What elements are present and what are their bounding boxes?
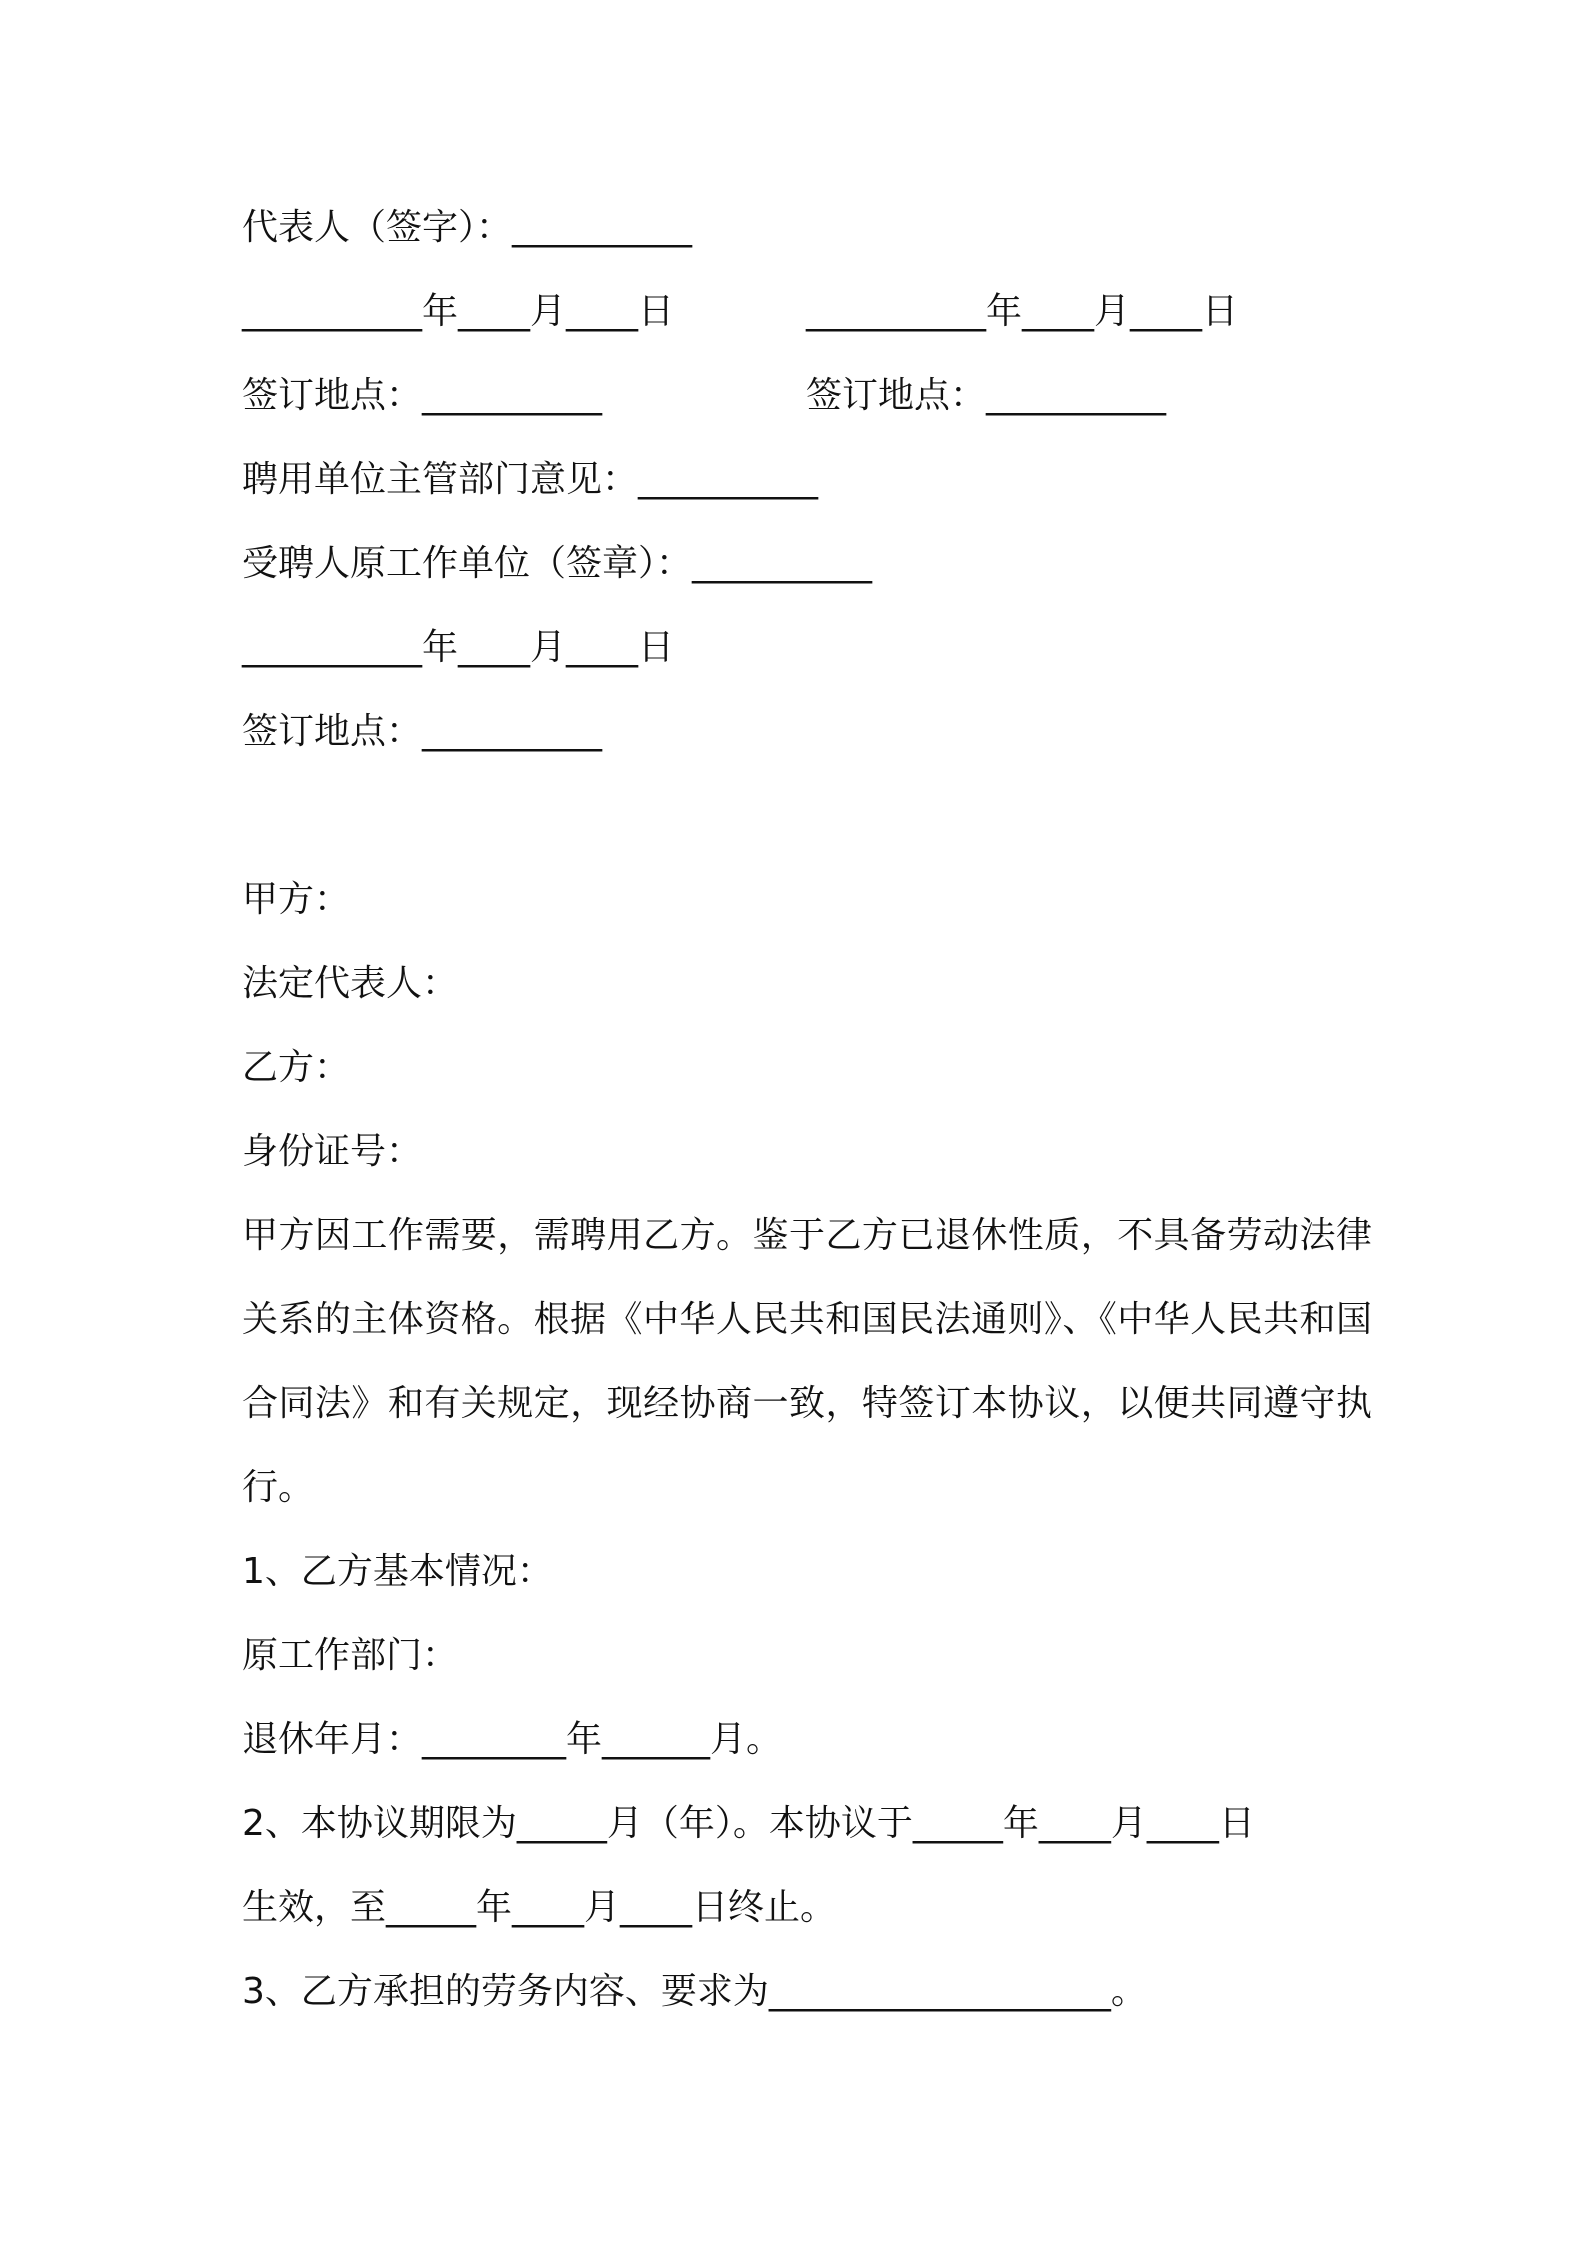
preamble-paragraph: 甲方因工作需要，需聘用乙方。鉴于乙方已退休性质，不具备劳动法律关系的主体资格。根据《中华人民共和国民法通则》、《中华人民共和国合同法》和有关规定，现经协商一致，特签订本协议，以便共同遵守执行。 bbox=[242, 1215, 1372, 1508]
date-line-right-1: __________年____月____日 bbox=[806, 291, 1238, 332]
clause-3-line: 3、乙方承担的劳务内容、要求为___________________。 bbox=[242, 1971, 1147, 2012]
representative-signature-line: 代表人（签字）：__________ bbox=[242, 207, 693, 248]
id-number-label: 身份证号： bbox=[242, 1131, 423, 1172]
party-a-label: 甲方： bbox=[242, 879, 351, 920]
clause-1-former-department: 原工作部门： bbox=[242, 1635, 459, 1676]
department-opinion-line: 聘用单位主管部门意见：__________ bbox=[242, 459, 819, 500]
clause-1-title: 1、乙方基本情况： bbox=[242, 1551, 553, 1592]
date-line-left-2: __________年____月____日 bbox=[242, 627, 674, 668]
date-line-left-1: __________年____月____日 bbox=[242, 291, 674, 332]
signing-place-left-1: 签订地点：__________ bbox=[242, 375, 603, 416]
signing-place-left-2: 签订地点：__________ bbox=[242, 711, 603, 752]
legal-representative-label: 法定代表人： bbox=[242, 963, 459, 1004]
clause-1-retirement-date: 退休年月：________年______月。 bbox=[242, 1719, 783, 1760]
signing-place-right-1: 签订地点：__________ bbox=[806, 375, 1167, 416]
clause-2-line-2: 生效，至_____年____月____日终止。 bbox=[242, 1887, 837, 1928]
party-b-label: 乙方： bbox=[242, 1047, 351, 1088]
former-unit-seal-line: 受聘人原工作单位（签章）：__________ bbox=[242, 543, 873, 584]
clause-2-line-1: 2、本协议期限为_____月（年）。本协议于_____年____月____日 bbox=[242, 1803, 1255, 1844]
